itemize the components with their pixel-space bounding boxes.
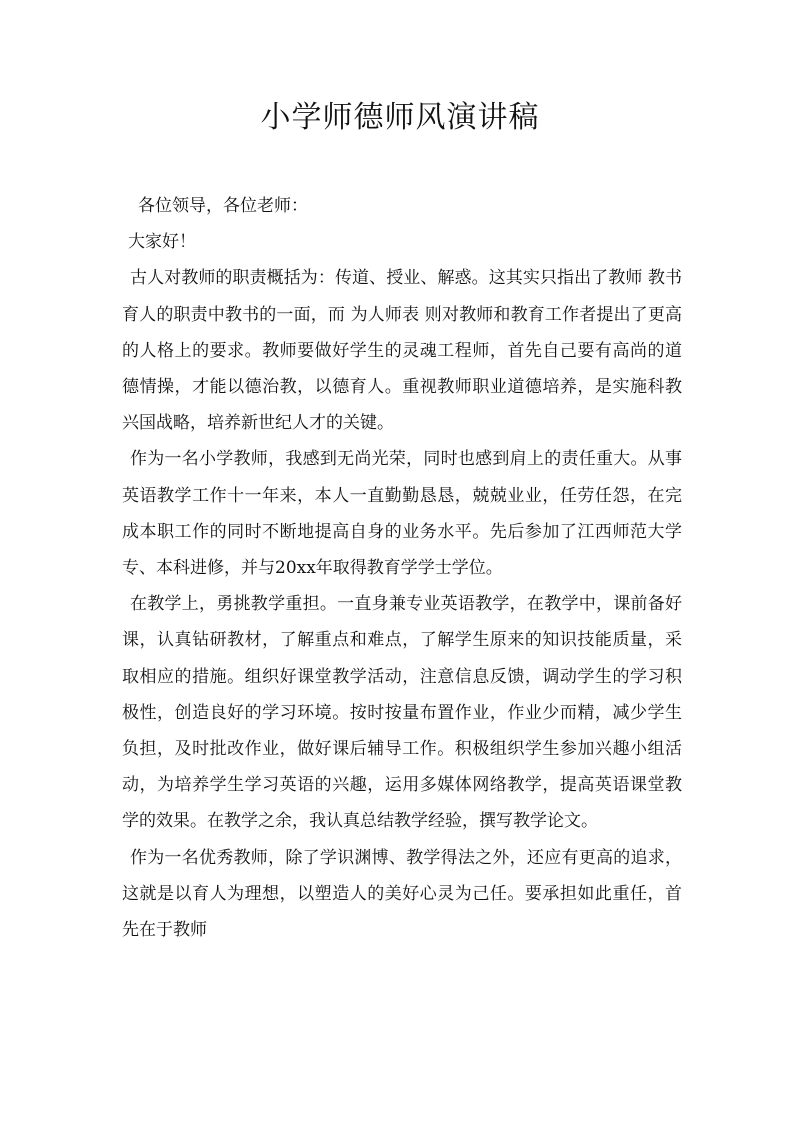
- salutation: 各位领导，各位老师：: [138, 196, 308, 216]
- paragraph-excellence: 作为一名优秀教师，除了学识渊博、教学得法之外，还应有更高的追求，这就是以育人为理想，以塑造人的美好心灵为己任。要承担如此重任，首先在于教师: [122, 847, 682, 941]
- greeting: 大家好！: [128, 232, 196, 253]
- document-body: [122, 188, 682, 948]
- document-title: 小学师德师风演讲稿: [260, 100, 540, 135]
- paragraph-career: 作为一名小学教师，我感到无尚光荣，同时也感到肩上的责任重大。从事英语教学工作十一年来，本人一直勤勤恳恳，兢兢业业，任劳任怨，在完成本职工作的同时不断地提高自身的业务水平。先后参加了江西师范大学专、本科进修，并与20xx年取得教育学学士学位。: [122, 449, 682, 579]
- paragraph-teaching: 在教学上，勇挑教学重担。一直身兼专业英语教学，在教学中，课前备好课，认真钻研教材，了解重点和难点，了解学生原来的知识技能质量，采取相应的措施。组织好课堂教学活动，注意信息反馈，调动学生的学习积极性，创造良好的学习环境。按时按量布置作业，作业少而精，减少学生负担，及时批改作业，做好课后辅导工作。积极组织学生参加兴趣小组活动，为培养学生学习英语的兴趣，运用多媒体网络教学，提高英语课堂教学的效果。在教学之余，我认真总结教学经验，撰写教学论文。: [122, 594, 682, 832]
- paragraph-duties: 古人对教师的职责概括为：传道、授业、解惑。这其实只指出了教师 教书育人的职责中教书的一面，而 为人师表 则对教师和教育工作者提出了更高的人格上的要求。教师要做好学生的灵魂工程师，首先自己要有高尚的道德情操，才能以德治教，以德育人。重视教师职业道德培养，是实施科教兴国战略，培养新世纪人才的关键。: [122, 268, 682, 434]
